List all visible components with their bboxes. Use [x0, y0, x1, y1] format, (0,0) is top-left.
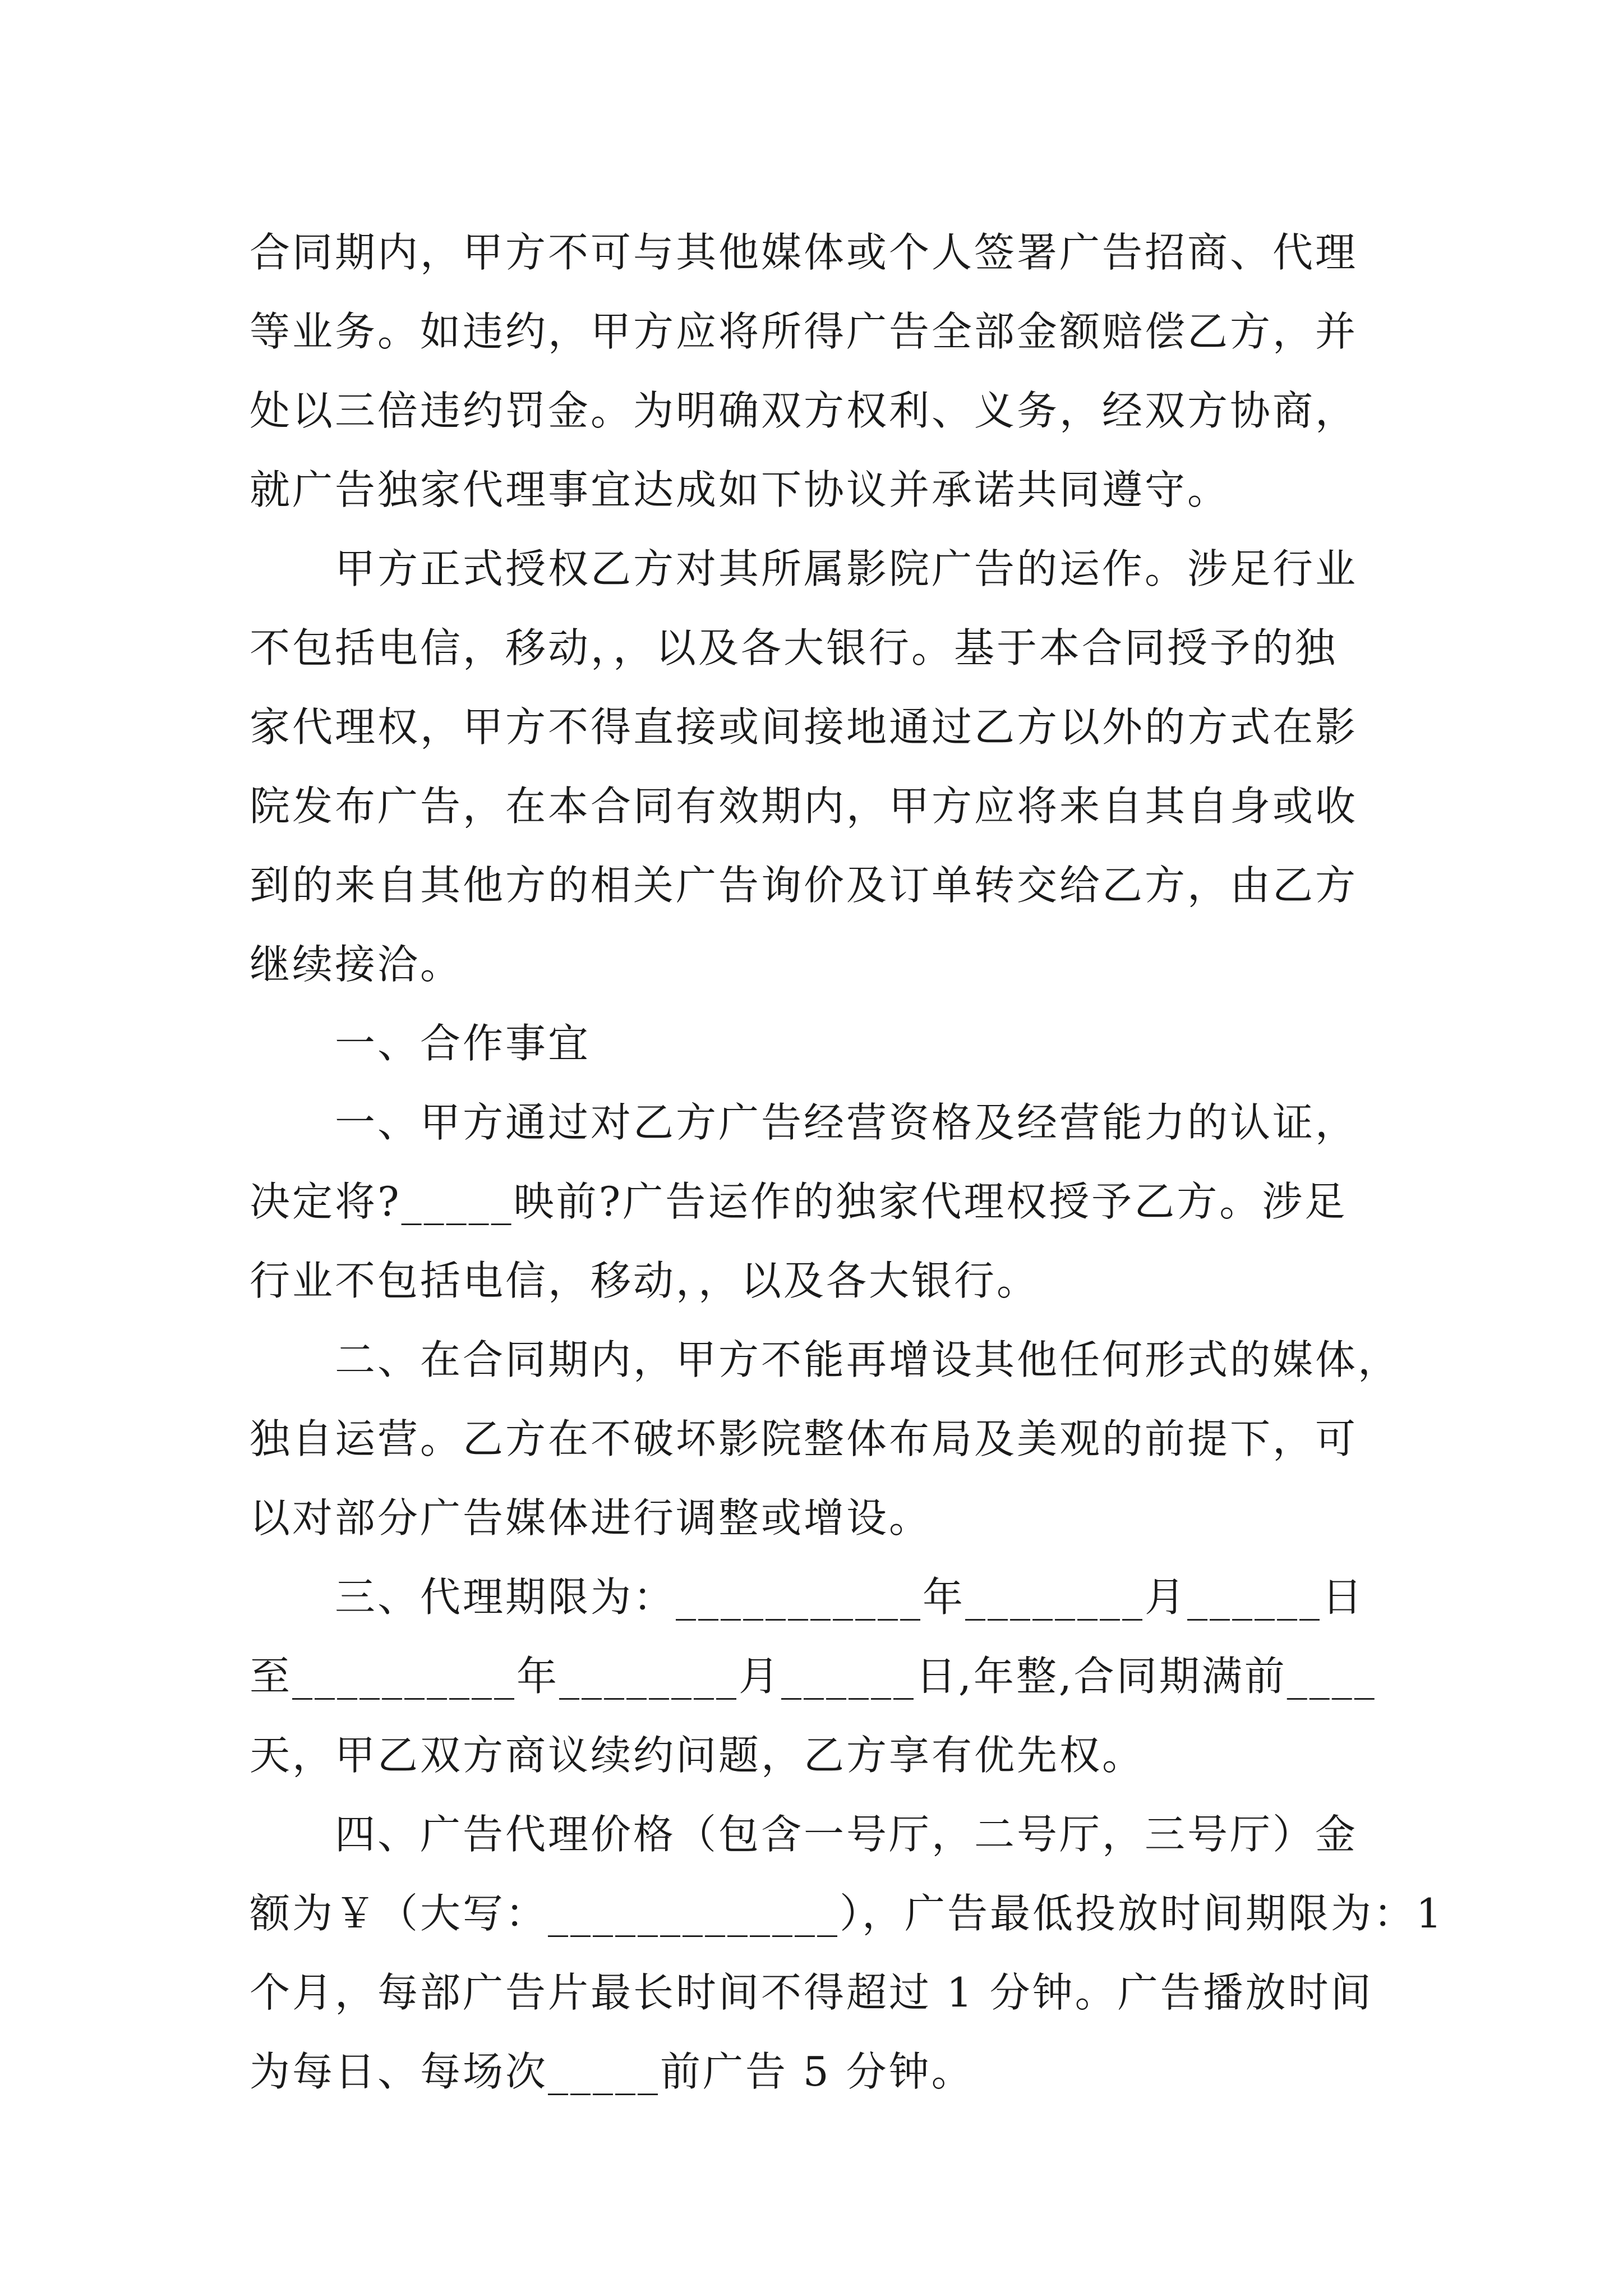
- clause-3: [250, 1558, 1427, 1795]
- paragraph-intro: [250, 213, 1427, 530]
- text-line: 家代理权，甲方不得直接或间接地通过乙方以外的方式在影: [250, 703, 1358, 751]
- clause-4: [250, 1795, 1444, 2111]
- document-body: [250, 213, 1444, 2111]
- clause-2: [250, 1320, 1427, 1558]
- paragraph-authorization: [250, 530, 1427, 1004]
- text-line: 等业务。如违约，甲方应将所得广告全部金额赔偿乙方，并: [250, 308, 1358, 355]
- text-line: 个月，每部广告片最长时间不得超过 1 分钟。广告播放时间: [250, 1969, 1373, 2016]
- text-line: 院发布广告，在本合同有效期内，甲方应将来自其自身或收: [250, 783, 1358, 830]
- text-line: 三、代理期限为：___________年________月______日: [335, 1573, 1365, 1621]
- section-heading-cooperation: [250, 1004, 1427, 1083]
- text-line: 继续接洽。: [250, 941, 463, 988]
- text-line: 独自运营。乙方在不破坏影院整体布局及美观的前提下，可: [250, 1415, 1358, 1462]
- clause-1: [250, 1083, 1427, 1320]
- text-line: 到的来自其他方的相关广告询价及订单转交给乙方，由乙方: [250, 862, 1358, 909]
- text-line: 至__________年________月______日,年整,合同期满前____: [250, 1653, 1377, 1700]
- text-line: 天，甲乙双方商议续约问题，乙方享有优先权。: [250, 1732, 1145, 1779]
- text-line: 额为￥（大写：_____________），广告最低投放时间期限为：1: [250, 1890, 1444, 1937]
- text-line: 四、广告代理价格（包含一号厅，二号厅，三号厅）金: [335, 1811, 1358, 1858]
- text-line: 甲方正式授权乙方对其所属影院广告的运作。涉足行业: [335, 545, 1358, 592]
- text-line: 处以三倍违约罚金。为明确双方权利、义务，经双方协商，: [250, 387, 1358, 434]
- text-line: 合同期内，甲方不可与其他媒体或个人签署广告招商、代理: [250, 229, 1358, 276]
- text-line: 不包括电信，移动，，以及各大银行。基于本合同授予的独: [250, 624, 1338, 671]
- text-line: 以对部分广告媒体进行调整或增设。: [250, 1494, 932, 1542]
- text-line: 行业不包括电信，移动，，以及各大银行。: [250, 1257, 1040, 1304]
- text-line: 二、在合同期内，甲方不能再增设其他任何形式的媒体，: [335, 1336, 1401, 1383]
- text-line: 决定将?_____映前?广告运作的独家代理权授予乙方。涉足: [250, 1178, 1348, 1225]
- text-line: 就广告独家代理事宜达成如下协议并承诺共同遵守。: [250, 466, 1230, 513]
- text-line: 为每日、每场次_____前广告 5 分钟。: [250, 2048, 974, 2095]
- section-heading: 一、合作事宜: [335, 1020, 591, 1067]
- text-line: 一、甲方通过对乙方广告经营资格及经营能力的认证，: [335, 1099, 1358, 1146]
